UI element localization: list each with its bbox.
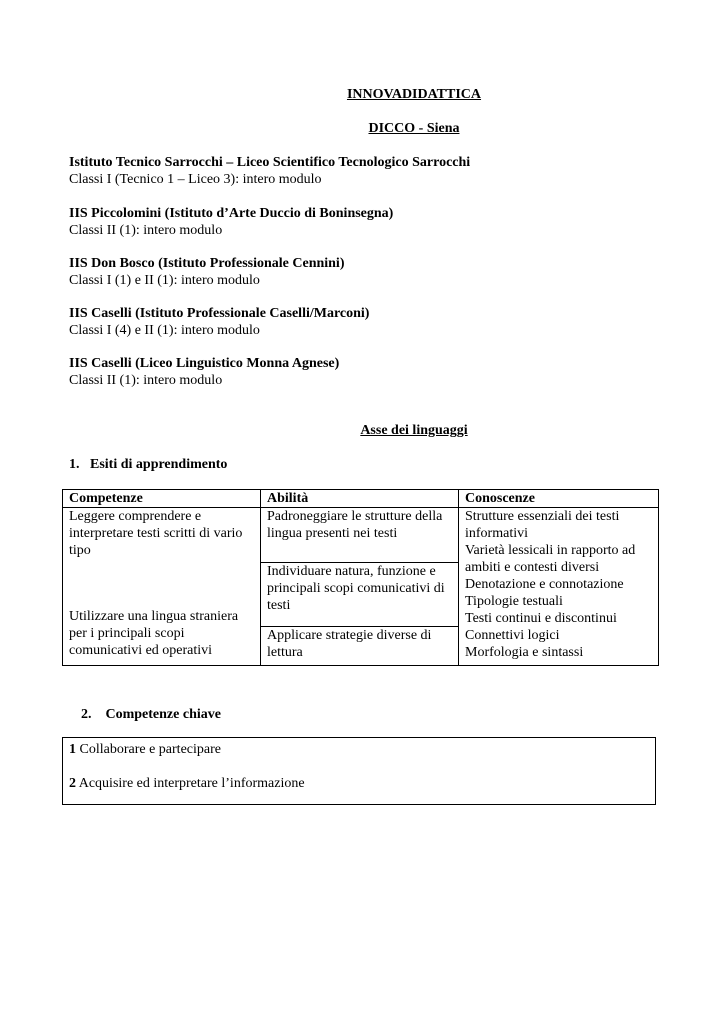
school-entry xyxy=(69,205,689,239)
header-abilita: Abilità xyxy=(261,490,459,508)
school-classes: Classi II (1): intero modulo xyxy=(69,223,223,238)
section-heading-esiti: 1. Esiti di apprendimento xyxy=(69,457,228,472)
school-classes: Classi I (4) e II (1): intero modulo xyxy=(69,323,260,338)
item-number: 1 xyxy=(69,742,76,757)
school-classes: Classi I (1) e II (1): intero modulo xyxy=(69,273,260,288)
competenza-item: Leggere comprendere e interpretare testi scritti di vario tipo xyxy=(69,509,243,558)
conoscenza-item: Testi continui e discontinui xyxy=(465,611,617,626)
conoscenza-item: Connettivi logici xyxy=(465,628,560,643)
school-name: IIS Caselli (Istituto Professionale Caselli/Marconi) xyxy=(69,306,370,321)
section-heading-competenze-chiave: 2. Competenze chiave xyxy=(81,707,221,722)
school-entry xyxy=(69,154,689,188)
school-entry xyxy=(69,355,689,389)
conoscenza-item: Tipologie testuali xyxy=(465,594,563,609)
conoscenza-item: Morfologia e sintassi xyxy=(465,645,584,660)
conoscenze-cell xyxy=(459,508,659,666)
competenze-cell xyxy=(63,508,261,666)
abilita-cell: Padroneggiare le strutture della lingua presenti nei testi xyxy=(261,508,459,563)
conoscenza-item: Varietà lessicali in rapporto ad ambiti e contesti diversi xyxy=(465,543,636,575)
conoscenza-item: Strutture essenziali dei testi informativi xyxy=(465,509,620,541)
table-row xyxy=(63,508,659,563)
document-title: INNOVADIDATTICA xyxy=(346,87,482,102)
table-header-row xyxy=(63,490,659,508)
asse-title: Asse dei linguaggi xyxy=(360,423,468,438)
abilita-cell: Applicare strategie diverse di lettura xyxy=(261,627,459,666)
item-text: Acquisire ed interpretare l’informazione xyxy=(76,776,305,791)
school-classes: Classi II (1): intero modulo xyxy=(69,373,223,388)
school-name: IIS Don Bosco (Istituto Professionale Cennini) xyxy=(69,256,345,271)
competenza-chiave-item xyxy=(69,741,649,758)
school-name: Istituto Tecnico Sarrocchi – Liceo Scientifico Tecnologico Sarrocchi xyxy=(69,155,471,170)
item-text: Collaborare e partecipare xyxy=(76,742,221,757)
school-classes: Classi I (Tecnico 1 – Liceo 3): intero modulo xyxy=(69,172,322,187)
esiti-table xyxy=(62,489,659,666)
conoscenza-item: Denotazione e connotazione xyxy=(465,577,624,592)
abilita-cell: Individuare natura, funzione e principali scopi comunicativi di testi xyxy=(261,563,459,627)
competenza-item: Utilizzare una lingua straniera per i principali scopi comunicativi ed operativi xyxy=(69,609,239,658)
school-entry xyxy=(69,255,689,289)
competenza-chiave-item xyxy=(69,775,649,792)
competenze-chiave-box xyxy=(62,737,656,805)
document-subtitle: DICCO - Siena xyxy=(368,121,460,136)
item-number: 2 xyxy=(69,776,76,791)
school-entry xyxy=(69,305,689,339)
school-name: IIS Caselli (Liceo Linguistico Monna Agnese) xyxy=(69,356,340,371)
header-competenze: Competenze xyxy=(63,490,261,508)
header-conoscenze: Conoscenze xyxy=(459,490,659,508)
school-name: IIS Piccolomini (Istituto d’Arte Duccio di Boninsegna) xyxy=(69,206,394,221)
